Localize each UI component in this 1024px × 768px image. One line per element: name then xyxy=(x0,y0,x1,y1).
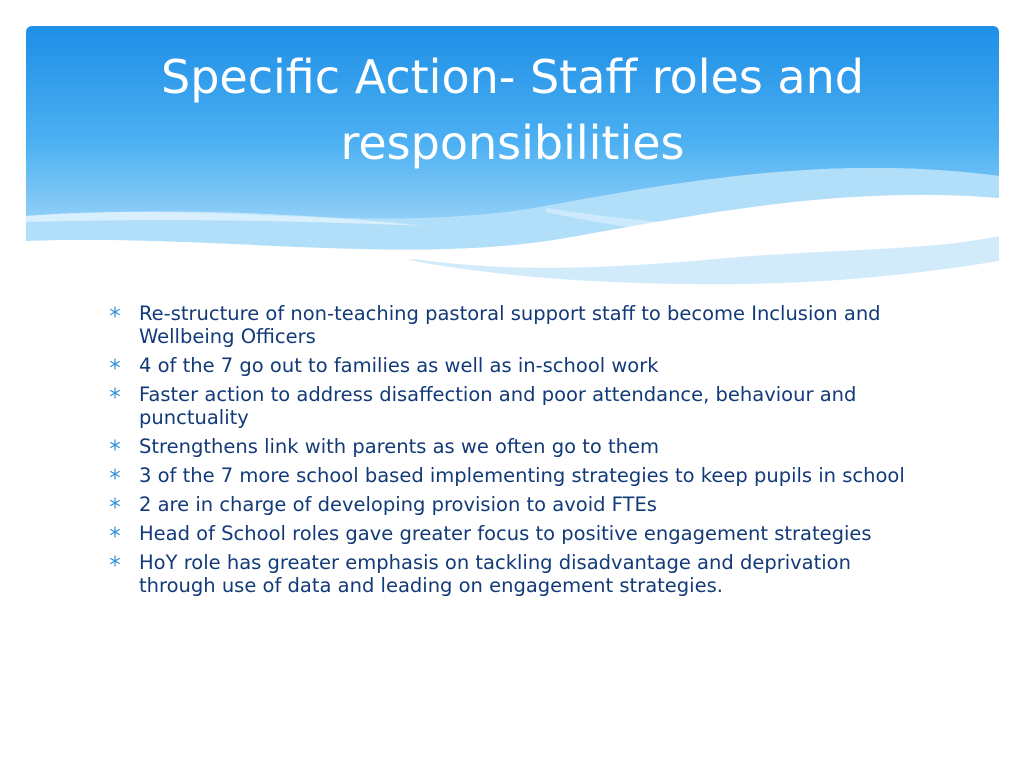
list-item xyxy=(108,493,928,516)
bullet-text: Strengthens link with parents as we often go to them xyxy=(139,435,659,458)
list-item xyxy=(108,383,928,429)
asterisk-icon xyxy=(108,496,122,510)
bullet-text: Faster action to address disaffection and poor attendance, behaviour and punctuality xyxy=(139,383,857,429)
asterisk-icon xyxy=(108,357,122,371)
bullet-text: Head of School roles gave greater focus to positive engagement strategies xyxy=(139,522,872,545)
list-item xyxy=(108,354,928,377)
bullet-list xyxy=(108,302,928,603)
asterisk-icon xyxy=(108,438,122,452)
slide-title: Specific Action- Staff roles and responsibilities xyxy=(161,50,864,170)
list-item xyxy=(108,464,928,487)
asterisk-icon xyxy=(108,386,122,400)
asterisk-icon xyxy=(108,554,122,568)
bullet-text: HoY role has greater emphasis on tackling disadvantage and deprivation through use of data and leading on engagement strategies. xyxy=(139,551,851,597)
list-item xyxy=(108,302,928,348)
bullet-text: 4 of the 7 go out to families as well as in-school work xyxy=(139,354,659,377)
list-item xyxy=(108,435,928,458)
asterisk-icon xyxy=(108,467,122,481)
bullet-text: Re-structure of non-teaching pastoral support staff to become Inclusion and Wellbeing Officers xyxy=(139,302,881,348)
bullet-text: 3 of the 7 more school based implementing strategies to keep pupils in school xyxy=(139,464,905,487)
asterisk-icon xyxy=(108,525,122,539)
list-item xyxy=(108,522,928,545)
asterisk-icon xyxy=(108,305,122,319)
bullet-text: 2 are in charge of developing provision to avoid FTEs xyxy=(139,493,657,516)
list-item xyxy=(108,551,928,597)
